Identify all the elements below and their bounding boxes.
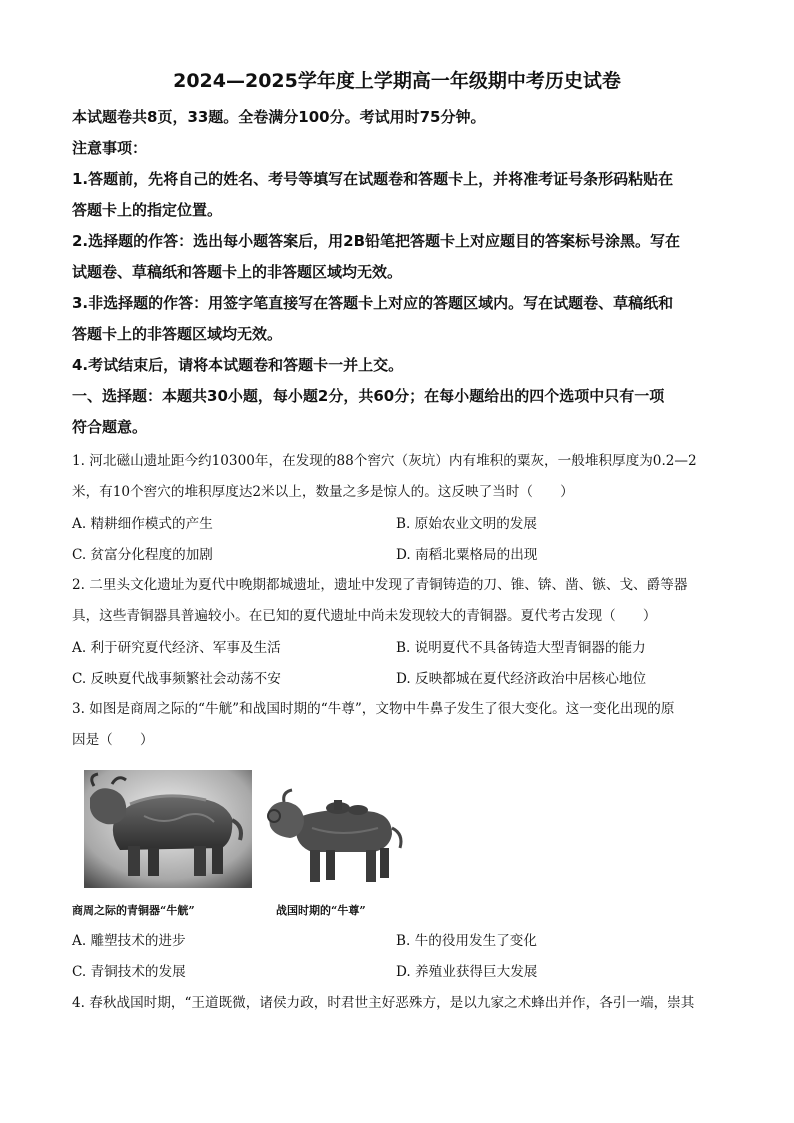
bronze-ox-gong-photo — [84, 770, 252, 888]
ox-zun-photo — [262, 772, 412, 892]
notice-line: 答题卡上的指定位置。 — [72, 201, 223, 219]
question-2-option-a: A. 利于研究夏代经济、军事及生活 — [72, 640, 281, 656]
question-3-stem: 3. 如图是商周之际的“牛觥”和战国时期的“牛尊”，文物中牛鼻子发生了很大变化。这一变化出现的原 — [72, 701, 675, 717]
notice-line: 3.非选择题的作答：用签字笔直接写在答题卡上对应的答题区域内。写在试题卷、草稿纸和 — [72, 294, 674, 312]
question-1-stem: 米，有10个窖穴的堆积厚度达2米以上，数量之多是惊人的。这反映了当时（ ） — [72, 484, 574, 500]
notice-heading: 注意事项： — [72, 139, 148, 157]
question-3-option-a: A. 雕塑技术的进步 — [72, 933, 186, 949]
question-2-stem: 2. 二里头文化遗址为夏代中晚期都城遗址，遗址中发现了青铜铸造的刀、锥、锛、凿、镞、戈、爵等器 — [72, 577, 688, 593]
photo-2-caption: 战国时期的“牛尊” — [276, 904, 366, 917]
question-1-option-d: D. 南稻北粟格局的出现 — [396, 547, 538, 563]
question-3-option-b: B. 牛的役用发生了变化 — [396, 933, 537, 949]
question-2-stem: 具，这些青铜器具普遍较小。在已知的夏代遗址中尚未发现较大的青铜器。夏代考古发现（ ） — [72, 608, 657, 624]
question-4-stem: 4. 春秋战国时期，“王道既微，诸侯力政，时君世主好恶殊方，是以九家之术蜂出并作，各引一端，崇其 — [72, 995, 695, 1011]
question-3-option-c: C. 青铜技术的发展 — [72, 964, 186, 980]
question-2-option-b: B. 说明夏代不具备铸造大型青铜器的能力 — [396, 640, 646, 656]
question-3-option-d: D. 养殖业获得巨大发展 — [396, 964, 538, 980]
exam-title: 2024—2025学年度上学期高一年级期中考历史试卷 — [173, 70, 621, 92]
notice-line: 试题卷、草稿纸和答题卡上的非答题区域均无效。 — [72, 263, 403, 281]
question-1-option-a: A. 精耕细作模式的产生 — [72, 516, 213, 532]
notice-line: 2.选择题的作答：选出每小题答案后，用2B铅笔把答题卡上对应题目的答案标号涂黑。写在 — [72, 232, 681, 250]
notice-line: 1.答题前，先将自己的姓名、考号等填写在试题卷和答题卡上，并将准考证号条形码粘贴在 — [72, 170, 674, 188]
photo-1-caption: 商周之际的青铜器“牛觥” — [72, 904, 195, 917]
notice-line: 4.考试结束后，请将本试题卷和答题卡一并上交。 — [72, 356, 404, 374]
notice-line: 答题卡上的非答题区域均无效。 — [72, 325, 283, 343]
section-heading: 符合题意。 — [72, 418, 148, 436]
section-heading: 一、选择题：本题共30小题，每小题2分，共60分；在每小题给出的四个选项中只有一项 — [72, 387, 665, 405]
question-1-stem: 1. 河北磁山遗址距今约10300年，在发现的88个窖穴（灰坑）内有堆积的粟灰，一般堆积厚度为0.2—2 — [72, 453, 697, 469]
exam-intro: 本试题卷共8页，33题。全卷满分100分。考试用时75分钟。 — [72, 108, 486, 126]
question-2-option-c: C. 反映夏代战事频繁社会动荡不安 — [72, 671, 281, 687]
question-1-option-c: C. 贫富分化程度的加剧 — [72, 547, 213, 563]
question-2-option-d: D. 反映都城在夏代经济政治中居核心地位 — [396, 671, 647, 687]
question-3-stem: 因是（ ） — [72, 732, 154, 748]
question-1-option-b: B. 原始农业文明的发展 — [396, 516, 537, 532]
